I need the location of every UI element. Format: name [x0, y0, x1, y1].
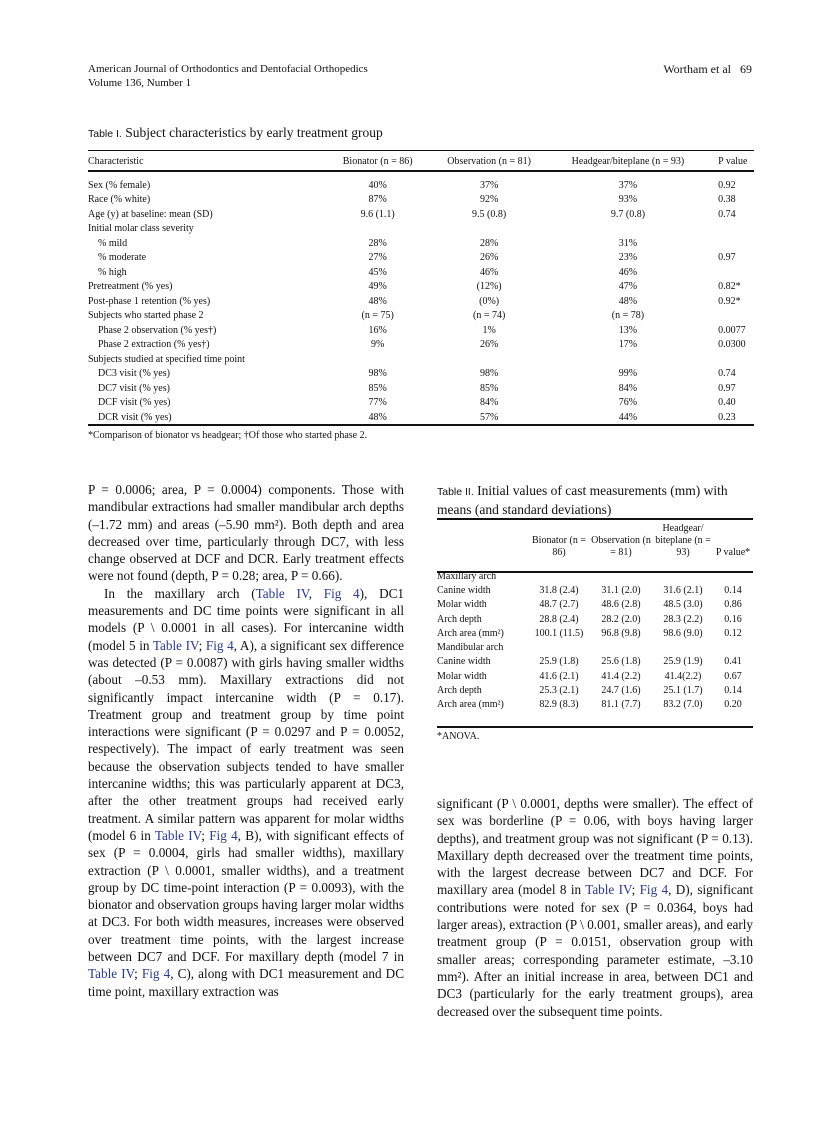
table-cell: 46%	[618, 266, 638, 278]
cross-reference-link[interactable]: Fig 4	[205, 637, 234, 653]
table-cell: 0.16	[724, 613, 742, 625]
table-cell: (n = 74)	[472, 310, 506, 322]
table-cell: 0.41	[724, 656, 742, 668]
table-cell: 9.7 (0.8)	[610, 208, 646, 220]
table-cell: 25.9 (1.8)	[539, 656, 579, 668]
table-cell: 9.6 (1.1)	[360, 208, 395, 220]
table-cell	[544, 352, 712, 367]
table-cell: 24.7 (1.6)	[601, 685, 641, 697]
text-run: ;	[631, 882, 640, 898]
table-cell: 41.4(2.2)	[664, 670, 702, 682]
cross-reference-link[interactable]: Fig 4	[209, 827, 238, 843]
table-cell: DC7 visit (% yes)	[98, 382, 170, 394]
table-cell: 23%	[618, 252, 638, 264]
table-cell: (0%)	[479, 295, 500, 307]
table-cell: 93%	[618, 194, 638, 206]
table-cell	[529, 563, 589, 583]
table-cell: 25.9 (1.9)	[663, 656, 703, 668]
table-cell: Mandibular arch	[437, 642, 504, 654]
table1-column-header: P value	[718, 155, 748, 167]
table-cell: 31.1 (2.0)	[601, 584, 641, 596]
table-row	[437, 698, 753, 712]
table1-bottom-rule	[88, 424, 754, 426]
text-run: ;	[201, 827, 210, 843]
table-cell: 0.97	[718, 382, 736, 394]
table-cell: 13%	[618, 324, 638, 336]
text-run: , D), significant contributions were noted for sex (P = 0.0364, boys had larger areas), extraction (P \ 0.001, smaller areas), and early treatment group (P = 0.0151, observation group with smaller areas; corresponding parameter estimate, –3.10 mm²). After an initial increase in area, between DC1 and DC3 (particularly for the early treatment groups), area decreased over the subsequent time points.	[437, 882, 753, 1019]
table-row	[437, 640, 753, 654]
table-cell: % mild	[98, 237, 128, 249]
table-cell: 0.14	[724, 584, 742, 596]
table-row	[437, 655, 753, 669]
table-cell: Canine width	[437, 656, 491, 668]
table2-bottom-rule	[437, 726, 753, 728]
table-row	[437, 683, 753, 697]
table2-column-header: Bionator (n = 86)	[532, 535, 586, 558]
table-cell: 48%	[618, 295, 638, 307]
table-cell: Molar width	[437, 670, 487, 682]
table-row	[88, 381, 754, 396]
paragraph	[88, 481, 404, 585]
table-cell: Age (y) at baseline: mean (SD)	[88, 208, 213, 220]
table-cell: 48%	[368, 411, 387, 423]
table-row	[88, 367, 754, 382]
table-row	[88, 193, 754, 208]
table-cell: 77%	[368, 397, 387, 409]
table-cell: 0.82*	[718, 281, 741, 293]
text-run: ;	[198, 637, 206, 653]
table-cell: 0.38	[718, 194, 736, 206]
table2-label: Table II.	[437, 486, 474, 498]
table-cell: 47%	[618, 281, 638, 293]
text-run: , A), a significant sex difference was detected (P = 0.0087) with girls having smaller widths (about –0.53 mm). Maxillary extractions did not significantly impact intercanine width (P = 0.17). Treatment group and treatment group by time point interactions were significant (P = 0.0297 and P = 0.0052, respectively). The impact of early treatment was seen because the observation subjects tended to have smaller intercanine widths; this was particularly apparent at DC3, after the other treatment groups had received early treatment. A similar pattern was apparent for molar widths (model 6 in	[88, 637, 404, 843]
cross-reference-link[interactable]: Table IV	[585, 882, 632, 898]
table-cell: 84%	[479, 397, 499, 409]
table-cell: 0.74	[718, 368, 736, 380]
table-cell: Race (% white)	[88, 194, 151, 206]
text-run: P = 0.0006; area, P = 0.0004) components. Those with mandibular extractions had smaller mandibular arch depths (–1.72 mm) and areas (–5.90 mm²). Both depth and area decreased over time, particularly through DC7, with less change observed at DCF and DCR. Early treatment effects were not found (depth, P = 0.28; area, P = 0.66).	[88, 482, 404, 584]
table-cell: 0.40	[718, 397, 736, 409]
table1-column-header: Bionator (n = 86)	[342, 155, 413, 167]
table2-footnote: *ANOVA.	[437, 731, 480, 742]
table-cell: Molar width	[437, 599, 487, 611]
table-cell: 48.5 (3.0)	[663, 599, 703, 611]
table-cell: 48%	[368, 295, 387, 307]
table-cell: 31%	[618, 237, 638, 249]
text-run: ), DC1 measurements and DC time points were significant in all models (P \ 0.0001 in all cases). For intercanine width (model 5 in	[88, 585, 404, 653]
table-cell: 37%	[479, 179, 499, 191]
page-number: 69	[740, 62, 752, 76]
table-cell: 45%	[368, 266, 387, 278]
table2	[437, 523, 753, 712]
table2-column-header: Headgear/ biteplane (n = 93)	[655, 523, 711, 558]
text-run: , C), along with DC1 measurement and DC time point, maxillary extraction was	[88, 966, 404, 999]
cross-reference-link[interactable]: Table IV	[255, 585, 309, 601]
table-row	[88, 338, 754, 353]
table-cell: Arch area (mm²)	[437, 699, 504, 711]
paragraph	[437, 795, 753, 1020]
table1-footnote: *Comparison of bionator vs headgear; †Of those who started phase 2.	[88, 430, 368, 441]
table-row	[437, 583, 753, 597]
table-cell: Post-phase 1 retention (% yes)	[88, 295, 211, 307]
table-cell: 0.23	[718, 411, 736, 423]
table-cell	[589, 563, 653, 583]
table-cell: 41.4 (2.2)	[601, 670, 641, 682]
table-cell: Subjects who started phase 2	[88, 310, 204, 322]
table-cell: % moderate	[98, 252, 147, 264]
table-cell: 37%	[618, 179, 638, 191]
table-cell: 87%	[368, 194, 387, 206]
table-cell: 26%	[479, 252, 499, 264]
table-row	[88, 280, 754, 295]
table-cell: 26%	[479, 339, 499, 351]
table-cell: 28.8 (2.4)	[539, 613, 579, 625]
table-cell: 0.67	[724, 670, 742, 682]
table-cell: 28%	[368, 237, 387, 249]
table-cell: 0.0300	[718, 339, 746, 351]
table-row	[88, 236, 754, 251]
table-row	[88, 265, 754, 280]
table-cell: 25.1 (1.7)	[663, 685, 703, 697]
table-cell	[529, 640, 589, 654]
journal-volume: Volume 136, Number 1	[88, 77, 192, 89]
table-cell	[653, 640, 713, 654]
table-cell: 28.3 (2.2)	[663, 613, 703, 625]
table1-title: Subject characteristics by early treatment group	[125, 125, 383, 140]
table-cell: Subjects studied at specified time point	[88, 353, 245, 365]
table-row	[437, 669, 753, 683]
cross-reference-link[interactable]: Fig 4	[141, 966, 171, 982]
table-cell: 0.74	[718, 208, 736, 220]
table-row	[437, 612, 753, 626]
table-cell: 49%	[368, 281, 387, 293]
table2-caption	[437, 482, 755, 518]
table-cell: 0.97	[718, 252, 736, 264]
table-row	[88, 352, 754, 367]
body-right-column	[437, 795, 753, 1020]
table-cell: 31.8 (2.4)	[539, 584, 579, 596]
table2-top-rule	[437, 518, 753, 520]
table-cell	[653, 563, 713, 583]
table-row	[88, 309, 754, 324]
table-cell: 9%	[370, 339, 385, 351]
table-cell	[321, 352, 435, 367]
table-cell	[321, 222, 435, 237]
table-cell: 98.6 (9.0)	[663, 627, 703, 639]
table-cell: DCF visit (% yes)	[98, 397, 171, 409]
table1	[88, 153, 754, 425]
text-run: , B), with significant effects of sex (P = 0.0004, girls had smaller widths), maxillary extraction (P \ 0.0001, smaller widths), and a treatment group by DC time-point interaction (P = 0.0093), with the bionator and observation groups having larger molar widths at DC3. For both width measures, increases were observed over treatment time points, with the largest increase between DC7 and DCF. For maxillary depth (model 7 in	[88, 827, 405, 965]
table-cell: 0.86	[724, 599, 742, 611]
paragraph	[88, 585, 404, 1000]
table1-top-rule	[88, 150, 754, 151]
journal-name: American Journal of Orthodontics and Dentofacial Orthopedics	[88, 63, 368, 75]
table-cell: 100.1 (11.5)	[534, 627, 584, 639]
cross-reference-link[interactable]: Fig 4	[323, 585, 360, 601]
table-cell	[435, 352, 544, 367]
table-cell: Arch area (mm²)	[437, 627, 504, 639]
table-cell: Initial molar class severity	[88, 223, 194, 235]
table-cell: Sex (% female)	[88, 179, 151, 191]
table-cell: 76%	[618, 397, 638, 409]
table-cell: 28.2 (2.0)	[601, 613, 641, 625]
table-cell: 46%	[479, 266, 499, 278]
table1-column-header: Headgear/biteplane (n = 93)	[571, 155, 685, 167]
text-run: significant (P \ 0.0001, depths were smaller). The effect of sex was borderline (P = 0.06, with boys having larger depths), and treatment group was not significant (P = 0.13). Maxillary depth decreased over the treatment time points, with the largest decrease between DC7 and DCF. For maxillary area (model 8 in	[437, 796, 753, 898]
table-cell: 0.0077	[718, 324, 746, 336]
table-cell: 48.6 (2.8)	[601, 599, 641, 611]
table-cell: 25.3 (2.1)	[539, 685, 579, 697]
table-cell: DCR visit (% yes)	[98, 411, 172, 423]
running-header-right	[663, 62, 752, 76]
cross-reference-link[interactable]: Fig 4	[639, 882, 669, 898]
table-cell	[713, 640, 753, 654]
author: Wortham et al	[663, 62, 731, 76]
table-cell: (12%)	[476, 281, 502, 293]
table-row	[437, 626, 753, 640]
text-run: In the maxillary arch (	[104, 585, 256, 601]
table-cell: 85%	[479, 382, 499, 394]
table-row	[88, 396, 754, 411]
table-cell: 17%	[618, 339, 638, 351]
table-cell: 96.8 (9.8)	[601, 627, 641, 639]
table-cell: 0.12	[724, 627, 742, 639]
table-cell: Maxillary arch	[437, 570, 497, 582]
table-cell: Pretreatment (% yes)	[88, 281, 173, 293]
table-cell: 48.7 (2.7)	[539, 599, 579, 611]
table2-column-header	[437, 523, 529, 563]
table-cell	[712, 352, 754, 367]
table-cell	[589, 640, 653, 654]
table-cell: DC3 visit (% yes)	[98, 368, 170, 380]
table-cell	[712, 265, 754, 280]
table-row	[437, 563, 753, 583]
table-row	[88, 207, 754, 222]
table-cell: 98%	[479, 368, 499, 380]
cross-reference-link[interactable]: Table IV	[154, 827, 202, 843]
table-cell: 98%	[368, 368, 387, 380]
table-cell: Phase 2 observation (% yes†)	[98, 324, 217, 336]
table-cell: 92%	[479, 194, 499, 206]
table2-column-header: Observation (n = 81)	[591, 535, 651, 558]
table-cell: 40%	[368, 179, 387, 191]
table-cell: 16%	[368, 324, 387, 336]
table2-column-header: P value*	[715, 547, 751, 558]
body-left-column	[88, 481, 404, 1000]
table-cell: 31.6 (2.1)	[663, 584, 703, 596]
table1-column-header: Observation (n = 81)	[447, 155, 531, 167]
table-cell: 25.6 (1.8)	[601, 656, 641, 668]
table-cell: 41.6 (2.1)	[539, 670, 579, 682]
table-row	[88, 222, 754, 237]
table-cell: (n = 78)	[611, 310, 645, 322]
table1-column-header: Characteristic	[88, 155, 144, 167]
table1-label: Table I.	[88, 128, 122, 140]
table-cell: Arch depth	[437, 613, 482, 625]
table-row	[88, 410, 754, 425]
table-cell	[435, 222, 544, 237]
table-cell: 27%	[368, 252, 387, 264]
table-cell: % high	[98, 266, 127, 278]
table-row	[437, 598, 753, 612]
table-cell	[712, 236, 754, 251]
table-cell: 9.5 (0.8)	[472, 208, 507, 220]
table-cell: Arch depth	[437, 685, 482, 697]
table-cell: 1%	[482, 324, 496, 336]
table2-title: Initial values of cast measurements (mm) with means (and standard deviations)	[437, 483, 728, 517]
table-row	[88, 251, 754, 266]
table-cell	[712, 222, 754, 237]
cross-reference-link[interactable]: Table IV	[88, 966, 135, 982]
table1-caption	[88, 124, 383, 143]
table-cell: 0.92*	[718, 295, 741, 307]
table-cell: 84%	[618, 382, 638, 394]
table-cell: (n = 75)	[361, 310, 394, 322]
table-cell: 81.1 (7.7)	[601, 699, 641, 711]
table-row	[88, 323, 754, 338]
text-run: ;	[134, 966, 142, 982]
table-cell	[544, 222, 712, 237]
table-cell: 83.2 (7.0)	[663, 699, 703, 711]
table-cell	[713, 563, 753, 583]
table-row	[88, 169, 754, 193]
table-cell: Canine width	[437, 584, 491, 596]
table-cell: 57%	[479, 411, 499, 423]
table-cell: 99%	[618, 368, 638, 380]
table-cell: 44%	[618, 411, 638, 423]
running-header-left	[88, 62, 368, 90]
table-cell: 0.14	[724, 685, 742, 697]
table-cell: 82.9 (8.3)	[539, 699, 579, 711]
table-cell: 0.92	[718, 179, 736, 191]
cross-reference-link[interactable]: Table IV	[152, 637, 199, 653]
text-run: ,	[308, 585, 324, 601]
table-cell	[712, 309, 754, 324]
table-cell: 0.20	[724, 699, 742, 711]
table-cell: Phase 2 extraction (% yes†)	[98, 339, 210, 351]
table-cell: 85%	[368, 382, 387, 394]
table-row	[88, 294, 754, 309]
table-cell: 28%	[479, 237, 499, 249]
